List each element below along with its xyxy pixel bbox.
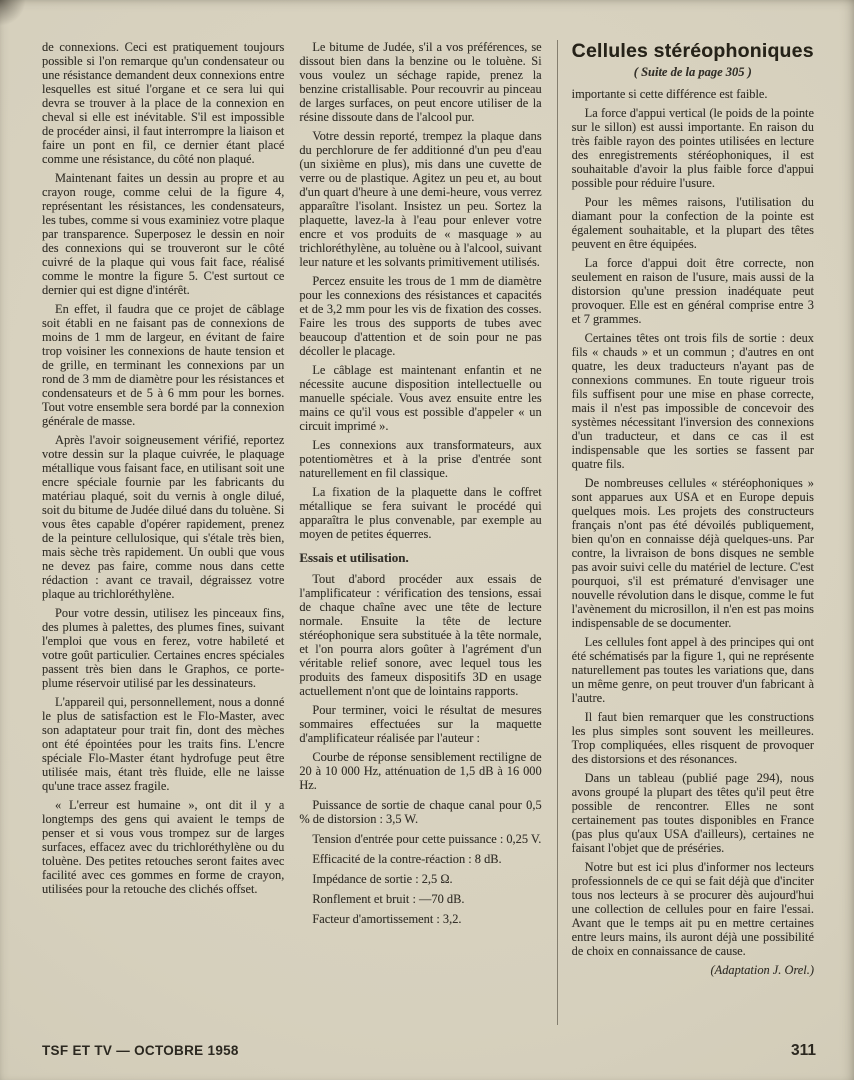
- paragraph: Dans un tableau (publié page 294), nous avons groupé la plupart des têtes qu'il peut être possible de rencontrer. Elles ne sont certainement pas toutes disponibles en France (pas plus qu'aux USA d'ailleurs), certaines ne faisant l'objet que de préséries.: [571, 771, 814, 855]
- paragraph: Pour votre dessin, utilisez les pinceaux fins, des plumes à palettes, des plumes fines, suivant l'emploi que vous en ferez, votre habileté et votre goût particulier. Certaines encres spéciales passent très bien dans le Graphos, ce porte-plume réservoir utilisé par les dessinateurs.: [42, 606, 285, 690]
- paragraph: Il faut bien remarquer que les constructions les plus simples sont souvent les meilleures. Trop compliquées, elles risquent de provoquer des distorsions et des résonances.: [571, 710, 814, 766]
- paragraph: La force d'appui vertical (le poids de la pointe sur le sillon) est aussi importante. En raison du très faible rayon des pointes utilisées en lecture des enregistrements stéréophoniques, il est souhaitable d'avoir la plus faible force d'appui possible pour réduire l'usure.: [571, 106, 814, 190]
- column-right: [557, 40, 814, 1025]
- paragraph: Tension d'entrée pour cette puissance : 0,25 V.: [312, 832, 542, 846]
- column-middle-paragraphs-2: [299, 572, 541, 745]
- article-title: Cellules stéréophoniques: [571, 40, 814, 62]
- paragraph: Maintenant faites un dessin au propre et au crayon rouge, comme celui de la figure 4, représentant les résistances, les condensateurs, les tubes, comme si vous examiniez votre plaque par transparence. Superposez le dessin en noir des connexions qui se trouveront sur le côté cuivré de la plaque qui vous fait face, réalisé comme le montre la figure 5. C'est surtout ce dernier qui est digne d'intérêt.: [42, 171, 285, 297]
- paragraph: Tout d'abord procéder aux essais de l'amplificateur : vérification des tensions, essai de chaque chaîne avec une tête de lecture normale. Ensuite la tête de lecture stéréophonique sera substituée à la tête normale, et l'on pourra alors goûter à l'agrément d'un véritable relief sonore, avec lequel tous les produits des fameux dispositifs 3D en usage actuellement n'ont que de lointains rapports.: [299, 572, 542, 698]
- column-middle-paragraphs: [299, 40, 541, 541]
- paragraph: importante si cette différence est faible.: [571, 87, 768, 101]
- paragraph: La fixation de la plaquette dans le coffret métallique se fera suivant le procédé qui apparaîtra le plus convenable, par exemple au moyen de petites équerres.: [299, 485, 542, 541]
- paragraph: « L'erreur est humaine », ont dit il y a longtemps des gens qui avaient le temps de penser et si vous vous trompez sur de larges surfaces, effacez avec du trichloréthylène ou du toluène. Des petites retouches seront faites avec facilité avec ces gommes en forme de crayon, utilisées pour la retouche des clichés offset.: [42, 798, 285, 896]
- paragraph: de connexions. Ceci est pratiquement toujours possible si l'on remarque qu'un condensateur ou une résistance demandent deux connexions entre lesquelles est situé l'organe et ce sera lui qui devra se trouver à la place de la connexion en cheval si elle est inévitable. S'il est impossible de procéder ainsi, il faut interrompre la liaison et faire un pont en fil, ce dernier étant placé comme une résistance, du côté non plaqué.: [42, 40, 285, 166]
- paragraph: Ronflement et bruit : —70 dB.: [312, 892, 465, 906]
- paragraph: Puissance de sortie de chaque canal pour 0,5 % de distorsion : 3,5 W.: [299, 798, 542, 826]
- paragraph: Votre dessin reporté, trempez la plaque dans du perchlorure de fer additionné d'un peu d'eau (un sixième en plus), mis dans une cuvette de verre ou de plastique. Agitez un peu et, au bout d'un quart d'heure à une demi-heure, vous verrez apparaître l'isolant. Insistez un peu. Sortez la plaquette, lavez-la à l'eau pour enlever votre encre et vos produits de « masquage » au trichloréthylène, au toluène ou à l'alcool, suivant leur nature et les solvants primitivement utilisés.: [299, 129, 542, 269]
- paragraph: L'appareil qui, personnellement, nous a donné le plus de satisfaction est le Flo-Master, avec son adaptateur pour trait fin, dont des mèches ont été épointées pour les traits fins. L'encre spéciale Flo-Master étant hydrofuge peut être utilisée mais, étant très fluide, elle ne laisse qu'une trace assez fragile.: [42, 695, 285, 793]
- paragraph: La force d'appui doit être correcte, non seulement en raison de l'usure, mais aussi de la distorsion qu'une pression inadéquate peut provoquer. Elle est en général comprise entre 3 et 7 grammes.: [571, 256, 814, 326]
- paragraph: Percez ensuite les trous de 1 mm de diamètre pour les connexions des résistances et capacités et de 3,2 mm pour les vis de fixation des cosses. Faire les trous des supports de tubes avec beaucoup d'attention et de soin pour ne pas décoller le placage.: [299, 274, 542, 358]
- journal-name: TSF ET TV — OCTOBRE 1958: [42, 1043, 239, 1058]
- paragraph: Le câblage est maintenant enfantin et ne nécessite aucune disposition intellectuelle ou manuelle spéciale. Vous avez ensuite entre les mains ce qu'il vous est possible d'appeler « un circuit imprimé ».: [299, 363, 542, 433]
- scan-corner-shadow: [0, 0, 26, 26]
- paragraph: Pour terminer, voici le résultat de mesures sommaires effectuées sur la maquette d'amplificateur réalisée par l'auteur :: [299, 703, 542, 745]
- paragraph: Les cellules font appel à des principes qui ont été schématisés par la figure 1, qui ne représente naturellement pas toutes les variations que, dans un même genre, on peut trouver d'un fabricant à l'autre.: [571, 635, 814, 705]
- page-number: 311: [790, 1042, 816, 1059]
- paragraph: Les connexions aux transformateurs, aux potentiomètres et à la prise d'entrée sont naturellement en fil classique.: [299, 438, 542, 480]
- paragraph: Facteur d'amortissement : 3,2.: [312, 912, 462, 926]
- paragraph: Certaines têtes ont trois fils de sortie : deux fils « chauds » et un commun ; d'autres en ont quatre, les deux traducteurs n'ayant pas de connexions communes. En toute rigueur trois fils suffisent pour une mise en phase correcte, mais il n'est pas impossible de concevoir des systèmes nécessitant l'inversion des connexions d'un traducteur, et dans ce cas il est indispensable que les sorties se fassent par quatre fils.: [571, 331, 814, 471]
- paragraph: Notre but est ici plus d'informer nos lecteurs professionnels de ce qui se fait déjà que d'inciter tous nos lecteurs à se procurer dès aujourd'hui une collection de cellules pour en faire l'essai. Avant que le temps ait pu en mettre certaines entre leurs mains, ils auront déjà une possibilité de choix en connaissance de cause.: [571, 860, 814, 958]
- paragraph: Impédance de sortie : 2,5 Ω.: [312, 872, 453, 886]
- article-subtitle: ( Suite de la page 305 ): [633, 65, 752, 79]
- page-footer: [42, 1042, 816, 1060]
- paragraph: En effet, il faudra que ce projet de câblage soit établi en ne faisant pas de connexions de moins de 1 mm de largeur, en évitant de faire trop voisiner les connexions de haute tension et de grille, en terminant les connexions par un rond de 3 mm de diamètre pour les résistances et condensateurs et de 5 à 6 mm pour les bornes. Tout votre ensemble sera bordé par la connexion générale de masse.: [42, 302, 285, 428]
- author-signature: (Adaptation J. Orel.): [710, 963, 814, 977]
- paragraph: Après l'avoir soigneusement vérifié, reportez votre dessin sur la plaque cuivrée, le plaquage métallique vous faisant face, en utilisant soit une encre spéciale fournie par les fabricants du matériau plaqué, soit du vernis à ongle dilué, soit du bitume de Judée dilué dans du toluène. Si vous êtes capable d'opérer rapidement, prenez de la peinture cellulosique, qui s'étale très bien, mais sèche très rapidement. Un oubli que vous ne devez pas faire, comme nous dans cette rédaction : avant ce travail, dégraissez votre plaque au trichloréthylène.: [42, 433, 285, 601]
- paragraph: Le bitume de Judée, s'il a vos préférences, se dissout bien dans la benzine ou le toluène. Si vous voulez un séchage rapide, prenez la benzine cristallisable. Pour recouvrir au pinceau de larges surfaces, on peut encore utiliser de la résine dissoute dans de l'alcool pur.: [299, 40, 542, 124]
- measurement-list: [299, 750, 541, 926]
- paragraph: Courbe de réponse sensiblement rectiligne de 20 à 10 000 Hz, atténuation de 1,5 dB à 16 000 Hz.: [299, 750, 542, 792]
- paragraph: De nombreuses cellules « stéréophoniques » sont apparues aux USA et en Europe depuis quelques mois. Les projets des constructeurs français n'ont pas été dévoilés publiquement, bien qu'on en connaisse déjà quelques-uns. Par contre, la livraison de bons disques ne semble pas avoir suivi celle du matériel de lecture. C'est pourquoi, s'il est prématuré d'envisager une nouvelle révolution dans le disque, comme le fut l'avènement du microsillon, il n'en est pas moins indispensable de se documenter.: [571, 476, 814, 630]
- column-left: [42, 40, 284, 1025]
- column-left-paragraphs: [42, 40, 284, 896]
- column-middle: [299, 40, 541, 1025]
- paragraph: Efficacité de la contre-réaction : 8 dB.: [312, 852, 502, 866]
- paragraph: Pour les mêmes raisons, l'utilisation du diamant pour la confection de la pointe est également souhaitable, et la plupart des têtes peuvent en être équipées.: [571, 195, 814, 251]
- column-right-paragraphs: [572, 87, 814, 958]
- section-heading: Essais et utilisation.: [299, 550, 409, 565]
